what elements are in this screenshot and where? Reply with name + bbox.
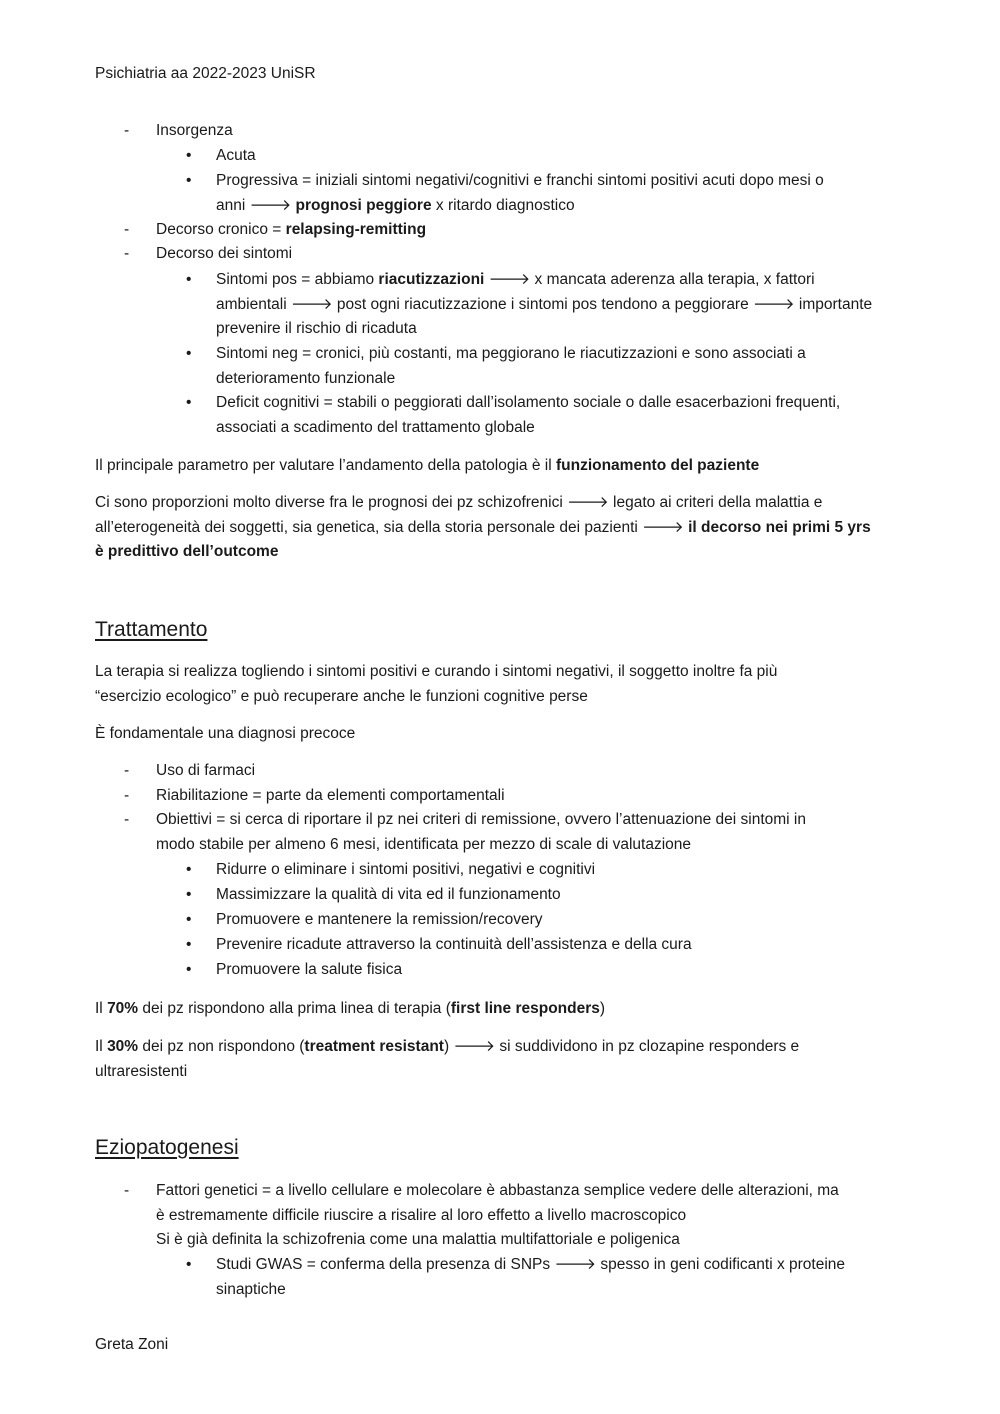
list-item: Progressiva = iniziali sintomi negativi/cognitivi e franchi sintomi positivi acuti dopo mesi o anni 🡒 prognosi peggiore x ritardo diagnostico [216, 172, 824, 214]
dash-bullet: - [124, 762, 130, 779]
list-item: Deficit cognitivi = stabili o peggiorati dall’isolamento sociale o dalle esacerbazioni frequenti, associati a scadimento del trattamento globale [216, 394, 841, 436]
paragraph: Il principale parametro per valutare l’andamento della patologia è il funzionamento del paziente [95, 457, 760, 474]
list-item: Promuovere e mantenere la remission/recovery [216, 911, 543, 928]
list-item: Acuta [216, 147, 256, 164]
list-item: Prevenire ricadute attraverso la continuità dell’assistenza e della cura [216, 936, 692, 953]
list-item: Obiettivi = si cerca di riportare il pz nei criteri di remissione, ovvero l’attenuazione dei sintomi in modo stabile per almeno 6 mesi, identificata per mezzo di scale di valutazione [156, 811, 806, 853]
list-item: Promuovere la salute fisica [216, 961, 403, 978]
bullet-icon: • [186, 1256, 192, 1273]
bullet-icon: • [186, 394, 192, 411]
dash-bullet: - [124, 787, 130, 804]
arrow-icon: 🡒 [488, 271, 531, 288]
arrow-icon: 🡒 [567, 494, 609, 511]
list-item: Fattori genetici = a livello cellulare e molecolare è abbastanza semplice vedere delle alterazioni, ma è estremamente difficile riuscire a risalire al loro effetto a livello macroscopico Si è già definita la schizofrenia come una malattia multifattoriale e poligenica [156, 1182, 839, 1248]
dash-bullet: - [124, 245, 130, 262]
paragraph: La terapia si realizza togliendo i sintomi positivi e curando i sintomi negativi, il soggetto inoltre fa più “esercizio ecologico” e può recuperare anche le funzioni cognitive perse [95, 663, 778, 705]
paragraph: Ci sono proporzioni molto diverse fra le prognosi dei pz schizofrenici 🡒 legato ai criteri della malattia e all’eterogeneità dei soggetti, sia genetica, sia della storia personale dei pazienti 🡒 il decorso nei primi 5 yrs è predittivo dell’outcome [95, 494, 871, 560]
list-item: Decorso cronico = relapsing-remitting [156, 221, 427, 238]
list-item: Massimizzare la qualità di vita ed il funzionamento [216, 886, 561, 903]
list-item: Uso di farmaci [156, 762, 256, 779]
bullet-icon: • [186, 936, 192, 953]
bullet-icon: • [186, 861, 192, 878]
paragraph: Il 70% dei pz rispondono alla prima linea di terapia (first line responders) [95, 1000, 606, 1017]
list-item: Decorso dei sintomi [156, 245, 293, 262]
page-footer: Greta Zoni [95, 1336, 169, 1353]
arrow-icon: 🡒 [642, 518, 684, 536]
list-item: Sintomi pos = abbiamo riacutizzazioni 🡒 x mancata aderenza alla terapia, x fattori ambientali 🡒 post ogni riacutizzazione i sintomi pos tendono a peggiorare 🡒 importante prevenire il rischio di ricaduta [216, 271, 873, 337]
bullet-icon: • [186, 911, 192, 928]
dash-bullet: - [124, 1182, 130, 1199]
section-heading: Eziopatogenesi [95, 1136, 239, 1159]
bullet-icon: • [186, 147, 192, 164]
paragraph: Il 30% dei pz non rispondono (treatment resistant) 🡒 si suddividono in pz clozapine responders e ultraresistenti [95, 1038, 800, 1080]
bullet-icon: • [186, 172, 192, 189]
arrow-icon: 🡒 [453, 1038, 496, 1055]
arrow-icon: 🡒 [249, 196, 292, 214]
bullet-icon: • [186, 345, 192, 362]
list-item: Sintomi neg = cronici, più costanti, ma peggiorano le riacutizzazioni e sono associati a deterioramento funzionale [216, 345, 806, 387]
list-item: Studi GWAS = conferma della presenza di SNPs 🡒 spesso in geni codificanti x proteine sinaptiche [216, 1256, 846, 1298]
bullet-icon: • [186, 961, 192, 978]
bullet-icon: • [186, 271, 192, 288]
page-header: Psichiatria aa 2022-2023 UniSR [95, 65, 316, 82]
arrow-icon: 🡒 [290, 295, 333, 313]
dash-bullet: - [124, 122, 130, 139]
dash-bullet: - [124, 811, 130, 828]
list-item: Ridurre o eliminare i sintomi positivi, negativi e cognitivi [216, 861, 596, 878]
bullet-icon: • [186, 886, 192, 903]
list-item: Riabilitazione = parte da elementi comportamentali [156, 787, 505, 804]
arrow-icon: 🡒 [753, 295, 795, 313]
dash-bullet: - [124, 221, 130, 238]
arrow-icon: 🡒 [554, 1256, 597, 1273]
paragraph: È fondamentale una diagnosi precoce [95, 725, 356, 742]
list-item: Insorgenza [156, 122, 233, 139]
section-heading: Trattamento [95, 618, 208, 641]
